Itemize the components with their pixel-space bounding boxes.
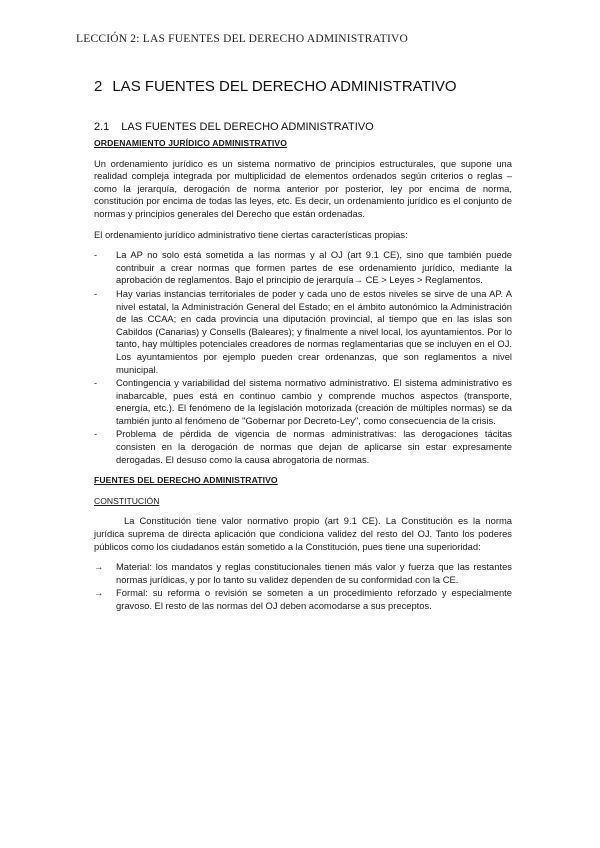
superiority-list xyxy=(94,561,512,612)
list-item: → Material: los mandatos y reglas constitucionales tienen más valor y fuerza que las restantes normas jurídicas, y por lo tanto su validez dependen de su conformidad con la CE. xyxy=(94,561,512,585)
arrow-icon: → xyxy=(94,561,104,573)
running-header: LECCIÓN 2: LAS FUENTES DEL DERECHO ADMINISTRATIVO xyxy=(76,33,409,45)
dash-marker: - xyxy=(94,249,98,261)
chapter-number: 2 xyxy=(94,78,103,95)
paragraph: Un ordenamiento jurídico es un sistema normativo de principios estructurales, que supone una realidad compleja integrada por multiplicidad de elementos ordenados según criterios o reglas – como la jerarquía, derogación de norma anterior por posterior, ley por encima de norma, constitución por encima de todas las leyes, etc. Es decir, un ordenamiento jurídico es el conjunto de normas y principios generales del Derecho que están ordenadas. xyxy=(94,157,512,219)
section-heading xyxy=(94,121,374,133)
list-item: → Formal: su reforma o revisión se someten a un procedimiento reforzado y especialmente gravoso. El resto de las normas del OJ deben acomodarse a sus preceptos. xyxy=(94,587,512,611)
dash-marker: - xyxy=(94,377,98,389)
body-content xyxy=(94,137,512,614)
paragraph: La Constitución tiene valor normativo propio (art 9.1 CE). La Constitución es la norma jurídica suprema de directa aplicación que condiciona validez del resto del OJ. Tanto los poderes públicos como los ciudadanos están sometido a la Constitución, pues tiene una superioridad: xyxy=(94,515,512,552)
dash-marker: - xyxy=(94,428,98,440)
chapter-heading xyxy=(94,78,457,95)
characteristics-list xyxy=(94,249,512,466)
section-title: LAS FUENTES DEL DERECHO ADMINISTRATIVO xyxy=(121,121,374,133)
subsection-title-fuentes: FUENTES DEL DERECHO ADMINISTRATIVO xyxy=(94,475,278,486)
chapter-title: LAS FUENTES DEL DERECHO ADMINISTRATIVO xyxy=(112,78,457,95)
list-item: - Hay varias instancias territoriales de poder y cada uno de estos niveles se sirve de una AP. A nivel estatal, la Administración General del Estado; en el ámbito autonómico la Administración de las CCAA; en cada provincia una diputación provincial, al tiempo que en las islas son Cabildos (Canarias) y Consells (Baleares); y finalmente a nivel local, los ayuntamientos. Por lo tanto, hay múltiples potenciales creadores de normas reglamentarias que se incluyen en el OJ. Los ayuntamientos por ejemplo pueden crear ordenanzas, que son reglamentos a nivel municipal. xyxy=(94,287,512,375)
subsubsection-title-constitucion: CONSTITUCIÓN xyxy=(94,495,160,506)
subsection-title-ordenamiento: ORDENAMIENTO JURÍDICO ADMINISTRATIVO xyxy=(94,138,287,148)
dash-marker: - xyxy=(94,287,98,299)
list-item: - La AP no solo está sometida a las normas y al OJ (art 9.1 CE), sino que también puede contribuir a crear normas que formen partes de ese ordenamiento jurídico, mediante la aprobación de reglamentos. Bajo el principio de jerarquía→ CE > Leyes > Reglamentos. xyxy=(94,249,512,286)
paragraph: El ordenamiento jurídico administrativo tiene ciertas características propias: xyxy=(94,228,408,240)
section-number: 2.1 xyxy=(94,121,110,133)
arrow-icon: → xyxy=(94,587,104,599)
list-item: - Problema de pérdida de vigencia de normas administrativas: las derogaciones tácitas consisten en la derogación de normas que dejan de aplicarse sin estar expresamente derogadas. El desuso como la causa abrogatoria de normas. xyxy=(94,428,512,465)
list-item: - Contingencia y variabilidad del sistema normativo administrativo. El sistema administrativo es inabarcable, pues está en continuo cambio y comprende muchos aspectos (transporte, energía, etc.). El fenómeno de la legislación motorizada (creación de múltiples normas) se da también junto al fenómeno de "Gobernar por Decreto-Ley", como consecuencia de la crisis. xyxy=(94,377,512,426)
